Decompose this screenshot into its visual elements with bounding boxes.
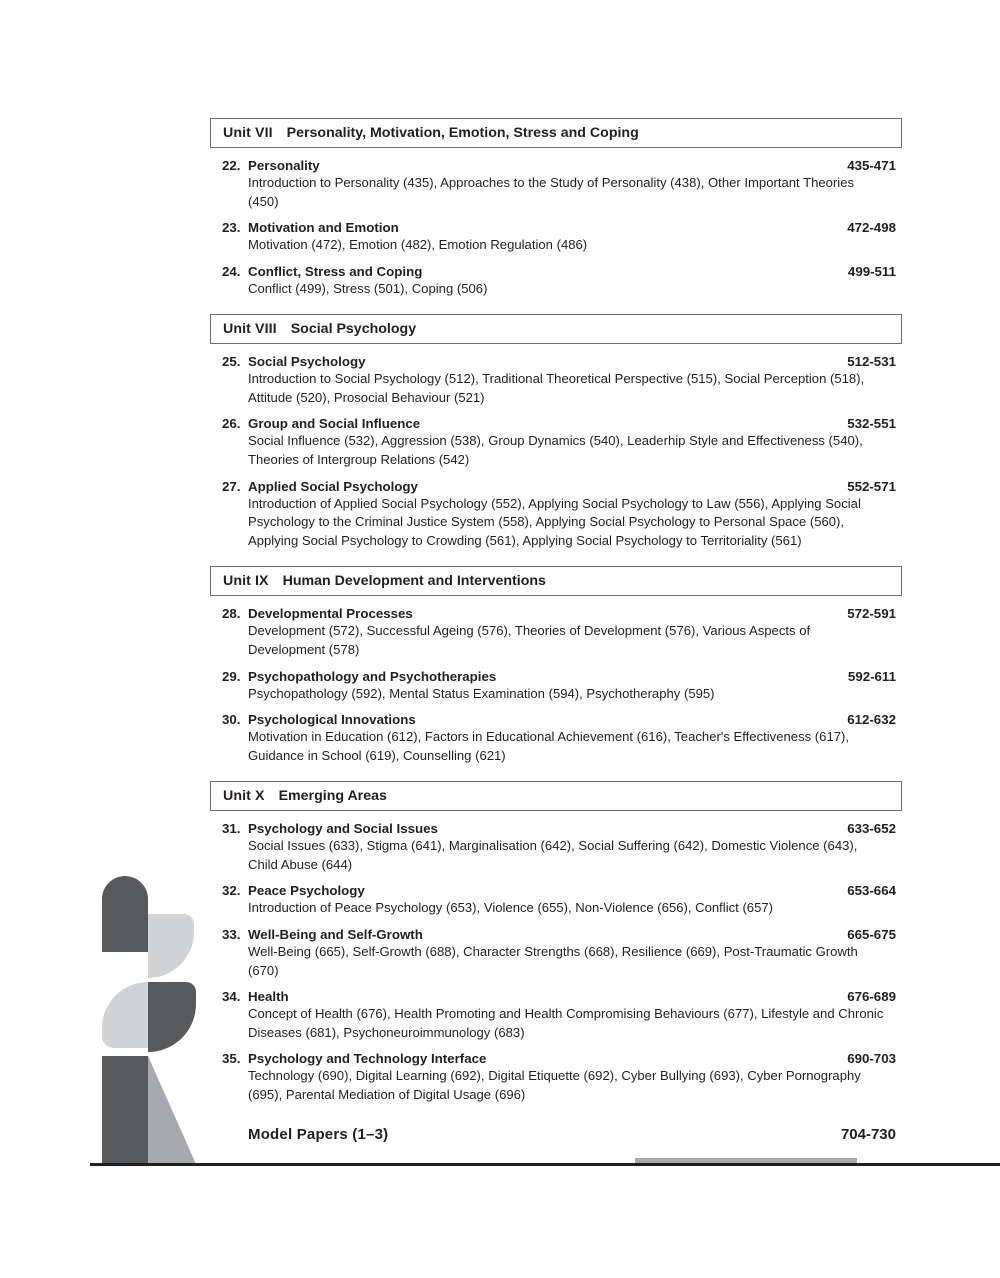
chapter-number: 31. xyxy=(222,821,241,837)
chapter-title: Psychology and Social Issues xyxy=(248,821,438,837)
toc-entry[interactable] xyxy=(210,669,902,704)
unit-header-x xyxy=(210,781,902,811)
chapter-title: Group and Social Influence xyxy=(248,416,421,432)
chapter-subtopics: Motivation (472), Emotion (482), Emotion Regulation (486) xyxy=(248,237,588,253)
chapter-number: 29. xyxy=(222,668,241,684)
chapter-title: Psychology and Technology Interface xyxy=(248,1051,487,1067)
chapter-title: Motivation and Emotion xyxy=(248,220,399,236)
unit-number: Unit X xyxy=(223,788,265,805)
unit-block xyxy=(210,314,902,550)
page-range: 532-551 xyxy=(847,416,896,432)
chapter-title: Health xyxy=(248,989,289,1005)
unit-block xyxy=(210,566,902,765)
chapter-subtopics: Introduction of Applied Social Psychology (552), Applying Social Psychology to Law (556), Applying Social Psychology to the Criminal Justice System (558), Applying Social Psychology to Personal Space (560), Applying Social Psychology to Crowding (561), Applying Social Psychology to Territoriality (561) xyxy=(248,495,861,548)
chapter-number: 34. xyxy=(222,989,241,1005)
page-range: 499-511 xyxy=(847,263,896,279)
chapter-title: Psychological Innovations xyxy=(248,712,416,728)
chapter-title: Personality xyxy=(248,158,320,173)
unit-header-viii xyxy=(210,314,902,344)
chapter-subtopics: Concept of Health (676), Health Promoting and Health Compromising Behaviours (677), Lifestyle and Chronic Diseases (681), Psychoneuroimmunology (683) xyxy=(248,1006,884,1040)
toc-entry[interactable] xyxy=(210,883,902,918)
page-range: 572-591 xyxy=(847,606,896,622)
toc-entry[interactable] xyxy=(210,1051,902,1104)
chapter-subtopics: Development (572), Successful Ageing (576), Theories of Development (576), Various Aspects of Development (578) xyxy=(248,623,811,657)
chapter-subtopics: Well-Being (665), Self-Growth (688), Character Strengths (668), Resilience (669), Post-Traumatic Growth (670) xyxy=(248,943,858,978)
toc-entry[interactable] xyxy=(210,927,902,980)
chapter-title: Well-Being and Self-Growth xyxy=(248,926,423,942)
logo-leaf-shape xyxy=(148,982,196,1052)
page-range: 592-611 xyxy=(847,668,896,684)
page-range: 690-703 xyxy=(847,1051,896,1067)
page-range: 472-498 xyxy=(847,220,896,236)
chapter-number: 32. xyxy=(222,883,241,899)
chapter-subtopics: Motivation in Education (612), Factors in Educational Achievement (616), Teacher's Effectiveness (617), Guidance in School (619), Counselling (621) xyxy=(248,729,850,763)
chapter-number: 25. xyxy=(222,354,241,370)
toc-entry[interactable] xyxy=(210,712,902,765)
toc-entry[interactable] xyxy=(210,354,902,407)
toc-entry[interactable] xyxy=(210,158,902,211)
page-range: 633-652 xyxy=(847,821,896,837)
chapter-subtopics: Technology (690), Digital Learning (692), Digital Etiquette (692), Cyber Bullying (693), Cyber Pornography (695), Parental Mediation of Digital Usage (696) xyxy=(248,1068,861,1102)
unit-header-vii xyxy=(210,118,902,148)
chapter-subtopics: Introduction to Personality (435), Approaches to the Study of Personality (438), Other Important Theories (450) xyxy=(248,175,855,209)
page-range: 653-664 xyxy=(847,883,896,899)
page-range: 552-571 xyxy=(847,478,896,494)
chapter-title: Developmental Processes xyxy=(248,606,413,622)
unit-number: Unit VIII xyxy=(223,321,277,338)
chapter-subtopics: Social Influence (532), Aggression (538), Group Dynamics (540), Leaderhip Style and Effectiveness (540), Theories of Intergroup Relations (542) xyxy=(248,433,863,468)
page-range: 612-632 xyxy=(847,712,896,728)
chapter-number: 23. xyxy=(222,220,241,236)
toc-entry[interactable] xyxy=(210,479,902,551)
chapter-subtopics: Social Issues (633), Stigma (641), Marginalisation (642), Social Suffering (642), Domestic Violence (643), Child Abuse (644) xyxy=(248,838,858,872)
chapter-subtopics: Conflict (499), Stress (501), Coping (506) xyxy=(248,280,488,296)
logo-stem-shape xyxy=(148,1056,196,1164)
unit-title: Personality, Motivation, Emotion, Stress and Coping xyxy=(286,125,639,141)
page-range: 512-531 xyxy=(847,354,896,370)
chapter-title: Social Psychology xyxy=(248,354,366,370)
chapter-title: Conflict, Stress and Coping xyxy=(248,263,423,279)
unit-block xyxy=(210,781,902,1104)
page-range: 435-471 xyxy=(847,158,896,173)
chapter-number: 24. xyxy=(222,263,241,279)
chapter-number: 26. xyxy=(222,416,241,432)
unit-number: Unit IX xyxy=(223,573,269,590)
chapter-number: 28. xyxy=(222,606,241,622)
logo-leaf-shape xyxy=(102,876,148,952)
logo-stem-shape xyxy=(102,1056,148,1164)
logo-leaf-shape xyxy=(148,914,194,978)
chapter-title: Psychopathology and Psychotherapies xyxy=(248,668,497,684)
contents-list xyxy=(210,118,902,1143)
toc-entry[interactable] xyxy=(210,989,902,1042)
page-range: 676-689 xyxy=(847,989,896,1005)
unit-title: Emerging Areas xyxy=(278,788,387,805)
toc-entry[interactable] xyxy=(210,821,902,874)
publisher-logo-icon xyxy=(96,876,216,1164)
chapter-subtopics: Introduction to Social Psychology (512), Traditional Theoretical Perspective (515), Social Perception (518), Attitude (520), Prosocial Behaviour (521) xyxy=(248,371,865,405)
model-papers-label: Model Papers (1–3) xyxy=(248,1126,389,1144)
logo-leaf-shape xyxy=(102,982,148,1048)
footer-rule xyxy=(90,1163,1000,1166)
chapter-number: 35. xyxy=(222,1051,241,1067)
chapter-number: 30. xyxy=(222,712,241,728)
chapter-title: Applied Social Psychology xyxy=(248,478,418,494)
model-papers-page-range: 704-730 xyxy=(840,1126,896,1144)
chapter-subtopics: Introduction of Peace Psychology (653), Violence (655), Non-Violence (656), Conflict (657) xyxy=(248,900,774,916)
unit-number: Unit VII xyxy=(223,125,273,141)
unit-block xyxy=(210,118,902,298)
chapter-subtopics: Psychopathology (592), Mental Status Examination (594), Psychotheraphy (595) xyxy=(248,685,715,701)
unit-title: Social Psychology xyxy=(290,321,417,338)
chapter-number: 27. xyxy=(222,478,241,494)
toc-entry[interactable] xyxy=(210,606,902,659)
chapter-number: 33. xyxy=(222,926,241,942)
unit-title: Human Development and Interventions xyxy=(282,573,546,590)
toc-entry[interactable] xyxy=(210,264,902,299)
chapter-number: 22. xyxy=(222,158,241,173)
page-range: 665-675 xyxy=(847,926,896,942)
model-papers-entry[interactable] xyxy=(210,1126,902,1143)
chapter-title: Peace Psychology xyxy=(248,883,365,899)
toc-entry[interactable] xyxy=(210,416,902,469)
unit-header-ix xyxy=(210,566,902,596)
toc-entry[interactable] xyxy=(210,220,902,255)
